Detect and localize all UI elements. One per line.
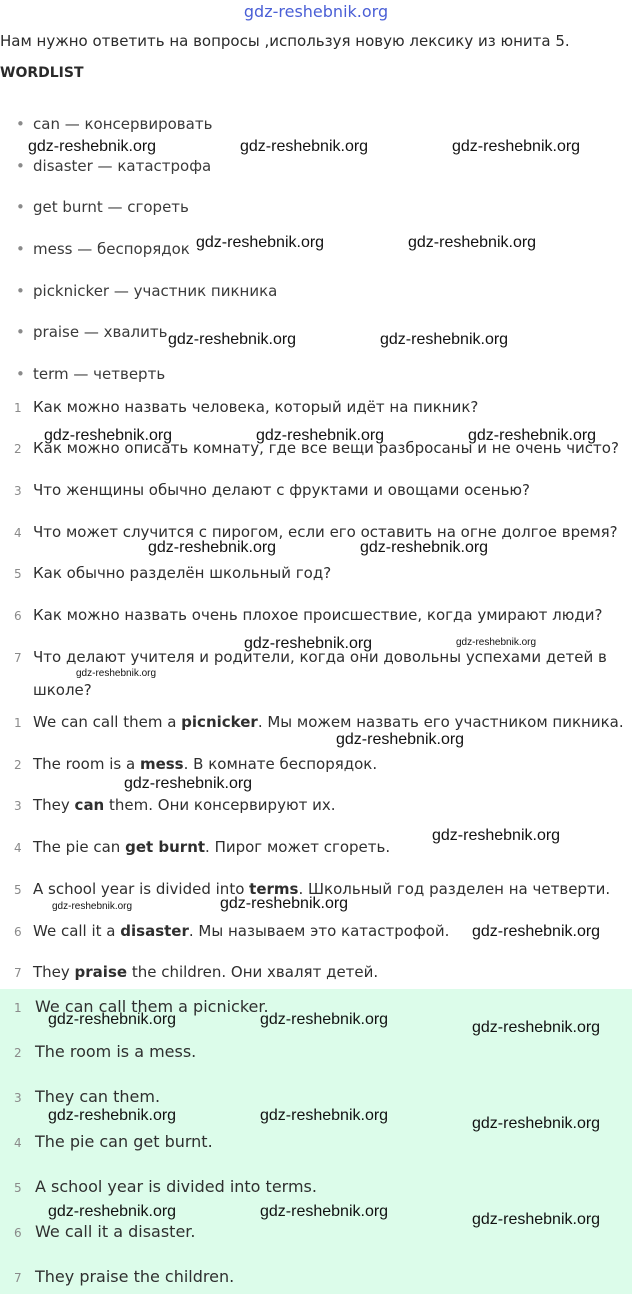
answer-item: 3 They can them. Они консервируют их. [14, 796, 336, 814]
watermark-text: gdz-reshebnik.org [260, 1107, 389, 1124]
watermark-text: gdz-reshebnik.org [44, 427, 173, 444]
watermark-text: gdz-reshebnik.org [168, 331, 297, 348]
watermark-text: gdz-reshebnik.org [472, 1115, 601, 1132]
question-item: 4 Что может случится с пирогом, если его оставить на огне долгое время? [14, 523, 618, 541]
watermark-text: gdz-reshebnik.org [408, 234, 537, 251]
final-answer-item: 1 We can call them a picnicker. [14, 997, 269, 1016]
watermark-text: gdz-reshebnik.org [148, 539, 277, 556]
watermark-text: gdz-reshebnik.org [196, 234, 325, 251]
final-answer-item: 2 The room is a mess. [14, 1042, 197, 1061]
question-item: 3 Что женщины обычно делают с фруктами и овощами осенью? [14, 481, 531, 499]
watermark-text: gdz-reshebnik.org [48, 1107, 177, 1124]
intro-text: Нам нужно ответить на вопросы ,используя новую лексику из юнита 5. [0, 32, 570, 50]
bullet-icon: • [16, 323, 25, 341]
wordlist-item: • mess — беспорядок [16, 240, 190, 258]
site-header-link[interactable]: gdz-reshebnik.org [243, 2, 389, 21]
watermark-text: gdz-reshebnik.org [28, 138, 157, 155]
watermark-text: gdz-reshebnik.org [240, 138, 369, 155]
answer-item: 4 The pie can get burnt. Пирог может сгореть. [14, 838, 391, 856]
wordlist-item: • picknicker — участник пикника [16, 282, 278, 300]
wordlist-item: • term — четверть [16, 365, 166, 383]
watermark-text: gdz-reshebnik.org [380, 331, 509, 348]
watermark-text: gdz-reshebnik.org [456, 637, 537, 648]
bullet-icon: • [16, 240, 25, 258]
watermark-text: gdz-reshebnik.org [244, 635, 373, 652]
answer-item: 5 A school year is divided into terms. Школьный год разделен на четверти. [14, 880, 611, 898]
question-item: 6 Как можно назвать очень плохое происшествие, когда умирают люди? [14, 606, 603, 624]
bullet-icon: • [16, 198, 25, 216]
wordlist-item: • can — консервировать [16, 115, 213, 133]
bullet-icon: • [16, 157, 25, 175]
bullet-icon: • [16, 365, 25, 383]
watermark-text: gdz-reshebnik.org [432, 827, 561, 844]
watermark-text: gdz-reshebnik.org [468, 427, 597, 444]
watermark-text: gdz-reshebnik.org [256, 427, 385, 444]
final-answer-item: 7 They praise the children. [14, 1267, 235, 1286]
watermark-text: gdz-reshebnik.org [360, 539, 489, 556]
answer-item: 2 The room is a mess. В комнате беспорядок. [14, 755, 378, 773]
watermark-text: gdz-reshebnik.org [124, 775, 253, 792]
watermark-text: gdz-reshebnik.org [48, 1011, 177, 1028]
watermark-text: gdz-reshebnik.org [76, 668, 157, 679]
bullet-icon: • [16, 282, 25, 300]
wordlist-item: • praise — хвалить [16, 323, 168, 341]
watermark-text: gdz-reshebnik.org [336, 731, 465, 748]
watermark-text: gdz-reshebnik.org [472, 1211, 601, 1228]
bullet-icon: • [16, 115, 25, 133]
question-item: 1 Как можно назвать человека, который идёт на пикник? [14, 398, 479, 416]
watermark-text: gdz-reshebnik.org [52, 901, 133, 912]
watermark-text: gdz-reshebnik.org [452, 138, 581, 155]
final-answer-item: 3 They can them. [14, 1087, 161, 1106]
question-item: 7 Что делают учителя и родители, когда они довольны успехами детей в [14, 648, 607, 666]
final-answer-item: 5 A school year is divided into terms. [14, 1177, 317, 1196]
watermark-text: gdz-reshebnik.org [260, 1011, 389, 1028]
question-item: 5 Как обычно разделён школьный год? [14, 564, 332, 582]
answer-item: 1 We can call them a picnicker. Мы можем назвать его участником пикника. [14, 713, 624, 731]
question-item-continued: школе? [33, 681, 92, 699]
answer-item: 7 They praise the children. Они хвалят детей. [14, 963, 379, 981]
watermark-text: gdz-reshebnik.org [220, 895, 349, 912]
watermark-text: gdz-reshebnik.org [472, 923, 601, 940]
final-answer-item: 6 We call it a disaster. [14, 1222, 196, 1241]
watermark-text: gdz-reshebnik.org [472, 1019, 601, 1036]
watermark-text: gdz-reshebnik.org [260, 1203, 389, 1220]
wordlist-item: • get burnt — сгореть [16, 198, 189, 216]
watermark-text: gdz-reshebnik.org [48, 1203, 177, 1220]
question-item: 2 Как можно описать комнату, где все вещи разбросаны и не очень чисто? [14, 439, 619, 457]
final-answer-item: 4 The pie can get burnt. [14, 1132, 213, 1151]
wordlist-item: • disaster — катастрофа [16, 157, 212, 175]
answer-item: 6 We call it a disaster. Мы называем это катастрофой. [14, 922, 450, 940]
wordlist-heading: WORDLIST [0, 65, 84, 81]
